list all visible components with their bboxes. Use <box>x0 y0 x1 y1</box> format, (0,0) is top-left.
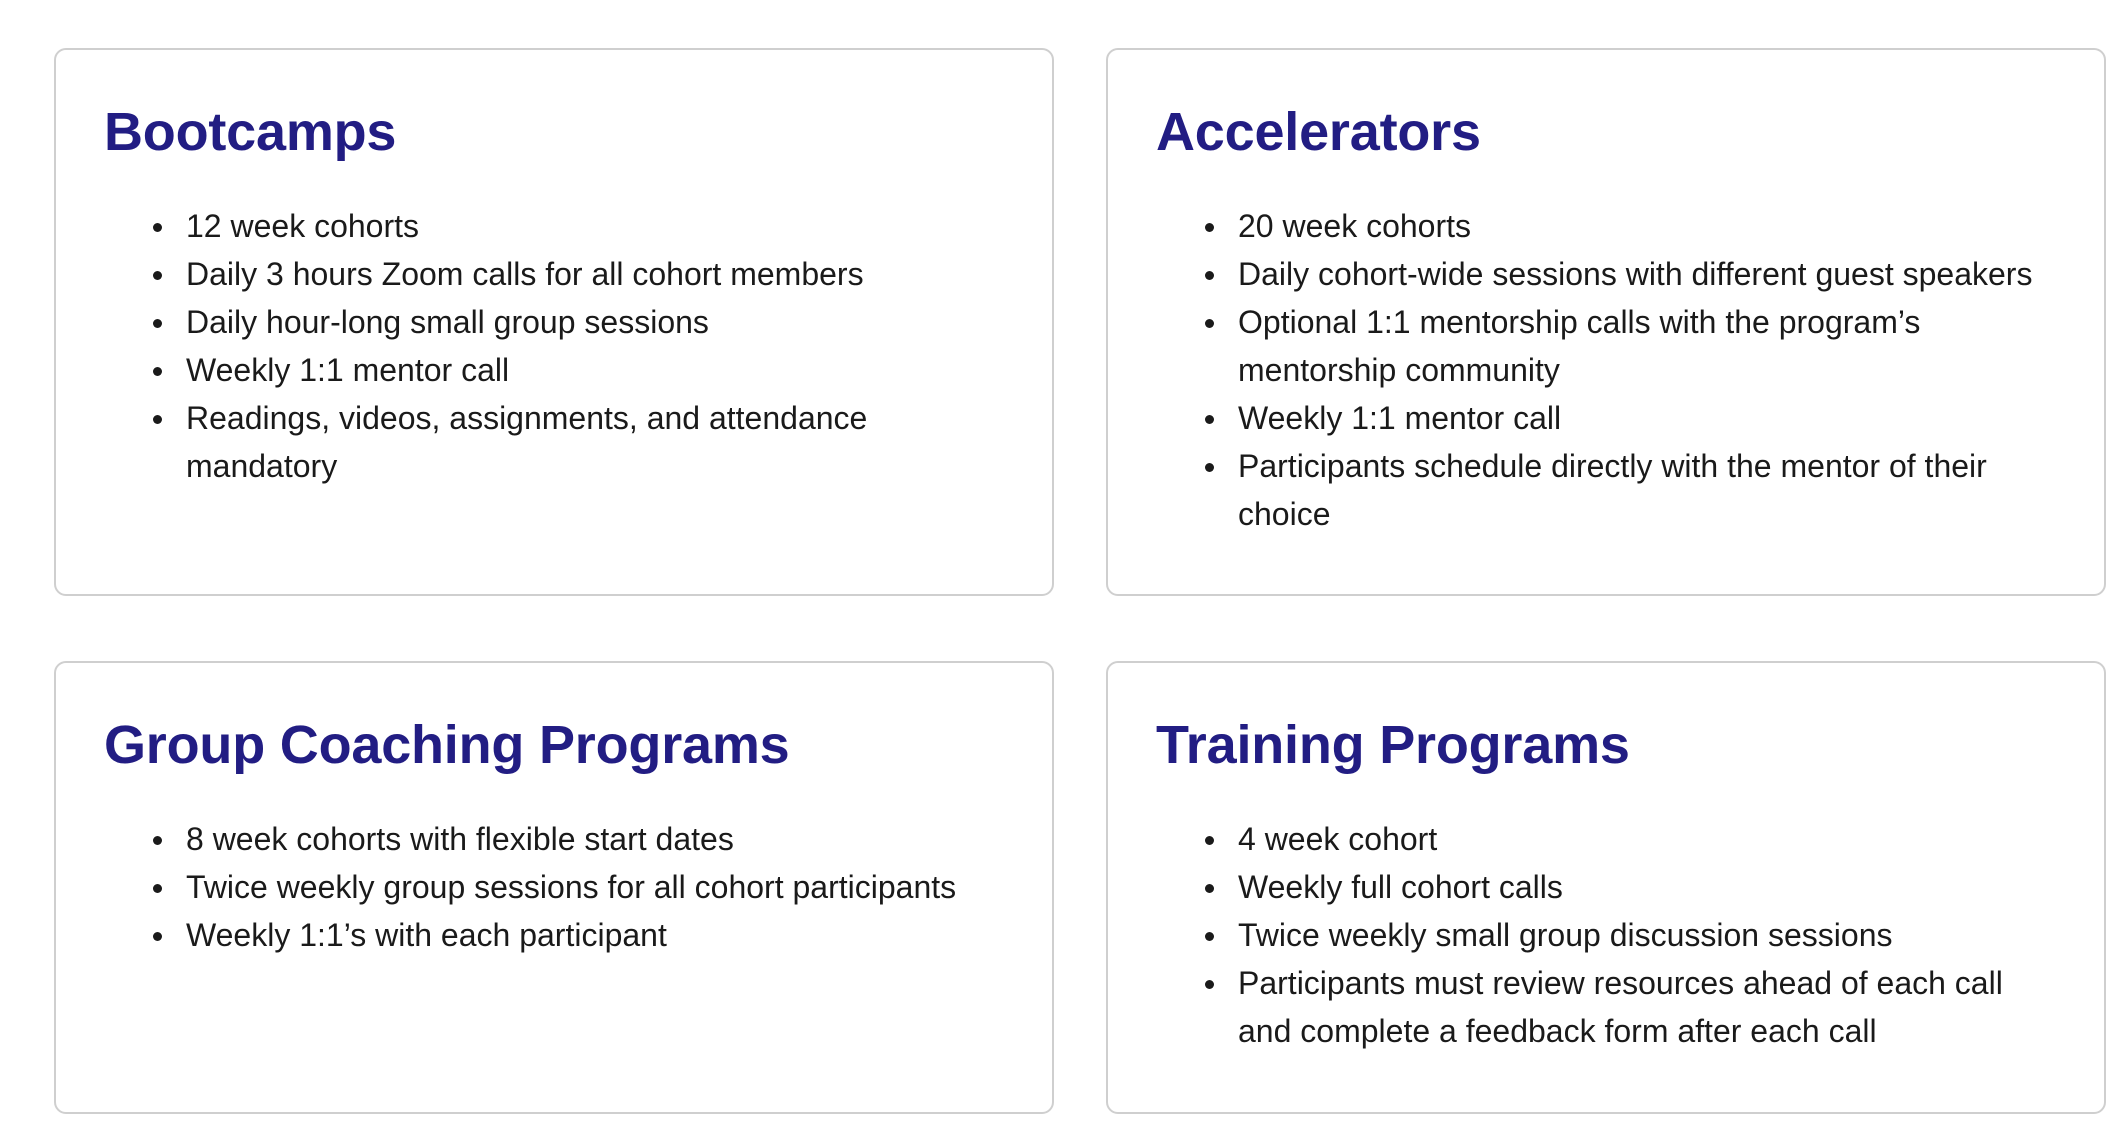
list-item: 8 week cohorts with flexible start dates <box>186 815 1004 863</box>
card-bootcamps <box>54 48 1054 596</box>
list-item: Daily cohort-wide sessions with different guest speakers <box>1238 250 2056 298</box>
card-title: Training Programs <box>1156 715 1630 775</box>
card-feature-list <box>104 202 1004 490</box>
list-item: 20 week cohorts <box>1238 202 2056 250</box>
card-feature-list <box>1156 202 2056 538</box>
program-cards-grid <box>54 48 2106 1114</box>
list-item: Weekly 1:1 mentor call <box>1238 394 2056 442</box>
list-item: Weekly full cohort calls <box>1238 863 2056 911</box>
list-item: Optional 1:1 mentorship calls with the program’s mentorship community <box>1238 298 2056 394</box>
list-item: Weekly 1:1’s with each participant <box>186 911 1004 959</box>
list-item: Participants must review resources ahead of each call and complete a feedback form after each call <box>1238 959 2056 1055</box>
card-accelerators <box>1106 48 2106 596</box>
list-item: Readings, videos, assignments, and attendance mandatory <box>186 394 1004 490</box>
list-item: Twice weekly small group discussion sessions <box>1238 911 2056 959</box>
card-training-programs <box>1106 661 2106 1114</box>
list-item: Daily 3 hours Zoom calls for all cohort members <box>186 250 1004 298</box>
card-title: Bootcamps <box>104 102 397 162</box>
card-feature-list <box>104 815 1004 959</box>
card-title: Accelerators <box>1156 102 1481 162</box>
list-item: 12 week cohorts <box>186 202 1004 250</box>
list-item: 4 week cohort <box>1238 815 2056 863</box>
list-item: Daily hour-long small group sessions <box>186 298 1004 346</box>
card-title: Group Coaching Programs <box>104 715 790 775</box>
list-item: Participants schedule directly with the mentor of their choice <box>1238 442 2056 538</box>
list-item: Twice weekly group sessions for all cohort participants <box>186 863 1004 911</box>
card-group-coaching-programs <box>54 661 1054 1114</box>
list-item: Weekly 1:1 mentor call <box>186 346 1004 394</box>
card-feature-list <box>1156 815 2056 1055</box>
